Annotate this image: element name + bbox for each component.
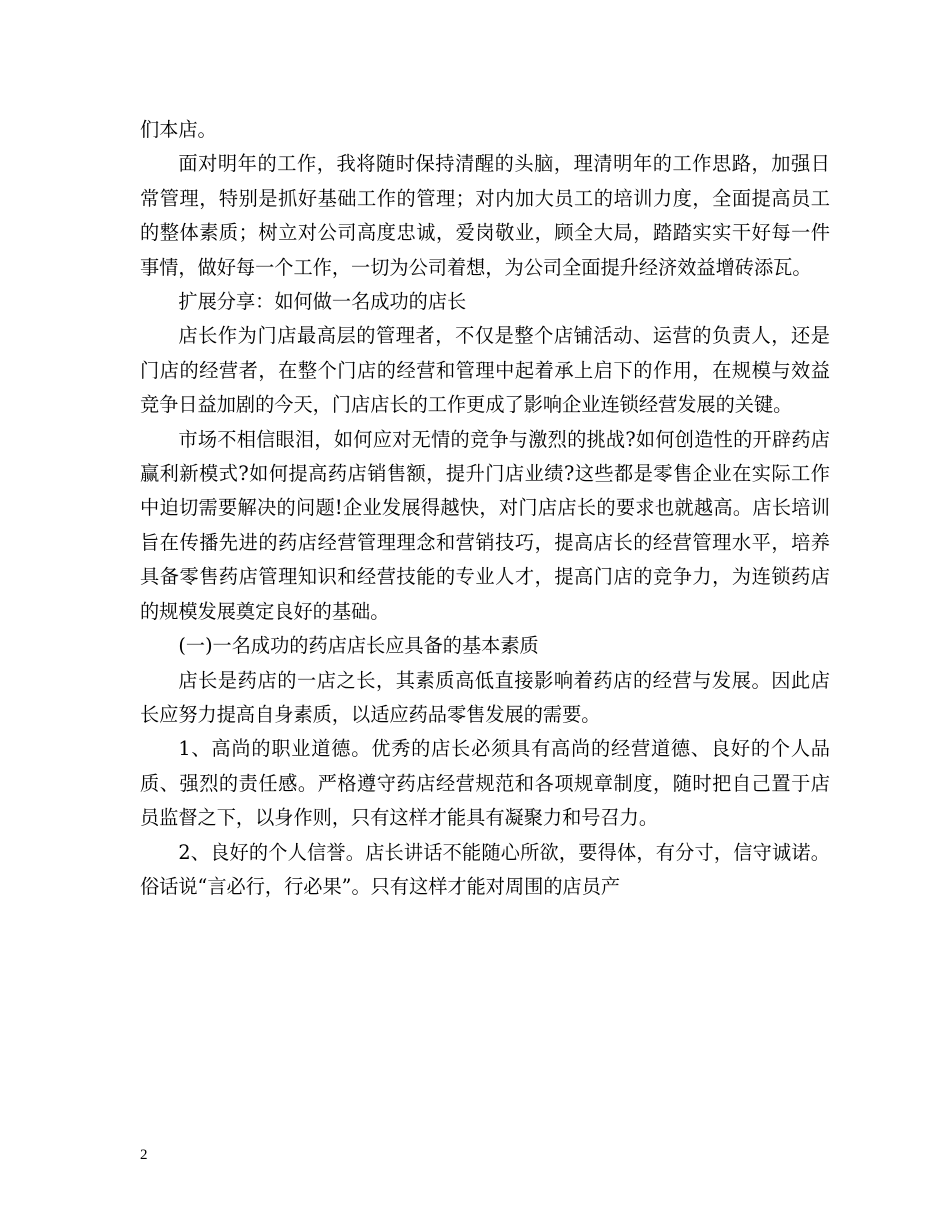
paragraph-next-year-plan: 面对明年的工作，我将随时保持清醒的头脑，理清明年的工作思路，加强日常管理，特别是抓好基础工作的管理；对内加大员工的培训力度，全面提高员工的整体素质；树立对公司高度忠诚，爱岗敬业，顾全大局，踏踏实实干好每一件事情，做好每一个工作，一切为公司着想，为公司全面提升经济效益增砖添瓦。 — [140, 152, 830, 279]
section-heading-extended-sharing: 扩展分享：如何做一名成功的店长 — [178, 290, 467, 314]
list-item-professional-ethics: 1、高尚的职业道德。优秀的店长必须具有高尚的经营道德、良好的个人品质、强烈的责任感。严格遵守药店经营规范和各项规章制度，随时把自己置于店员监督之下，以身作则，只有这样才能具有凝聚力和号召力。 — [140, 737, 830, 830]
paragraph-store-manager-role: 店长作为门店最高层的管理者，不仅是整个店铺活动、运营的负责人，还是门店的经营者，在整个门店的经营和管理中起着承上启下的作用，在规模与效益竞争日益加剧的今天，门店店长的工作更成了影响企业连锁经营发展的关键。 — [140, 324, 830, 417]
paragraph-continuation: 们本店。 — [140, 118, 217, 141]
paragraph-manager-quality: 店长是药店的一店之长，其素质高低直接影响着药店的经营与发展。因此店长应努力提高自身素质，以适应药品零售发展的需要。 — [140, 668, 830, 726]
list-item-personal-credibility: 2、良好的个人信誉。店长讲话不能随心所欲，要得体，有分寸，信守诚诺。俗话说“言必行，行必果”。只有这样才能对周围的店员产 — [140, 840, 830, 898]
document-body — [140, 113, 830, 904]
page-number: 2 — [140, 1147, 148, 1163]
paragraph-market-challenges: 市场不相信眼泪，如何应对无情的竞争与激烈的挑战?如何创造性的开辟药店赢利新模式?如何提高药店销售额，提升门店业绩?这些都是零售企业在实际工作中迫切需要解决的问题!企业发展得越快，对门店店长的要求也就越高。店长培训旨在传播先进的药店经营管理理念和营销技巧，提高店长的经营管理水平，培养具备零售药店管理知识和经营技能的专业人才，提高门店的竞争力，为连锁药店的规模发展奠定良好的基础。 — [140, 427, 830, 623]
section-heading-basic-qualities: (一)一名成功的药店店长应具备的基本素质 — [178, 634, 539, 658]
